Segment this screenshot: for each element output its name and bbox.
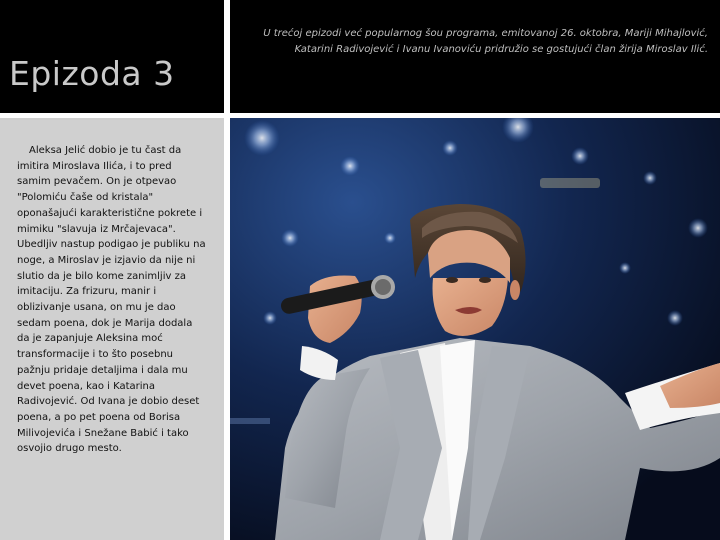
performer-photo bbox=[230, 118, 720, 540]
slide-title: Epizoda 3 bbox=[9, 54, 175, 93]
photo-caption: U trećoj epizodi već popularnog šou programa, emitovanoj 26. oktobra, Mariji Mihajlović, Katarini Radivojević i Ivanu Ivanoviću pridružio se gostujući član žirija Miroslav Ilić. bbox=[263, 28, 708, 55]
body-text: Aleksa Jelić dobio je tu čast da imitira Miroslava Ilića, i to pred samim pevačem. On je otpevao "Polomiću čaše od kristala" oponašajući karakteristične pokrete i mimiku "slavuja iz Mrčajevaca". Ubedljiv nastup podigao je publiku na noge, a Miroslav je izjavio da nije ni slutio da je bilo kome zanimljiv za imitaciju. Za frizuru, manir i oblizivanje usana, on mu je dao sedam poena, dok je Marija dodala da je zapanjuje Aleksina moć transformacije i to što posebnu pažnju pridaje detaljima i dala mu devet poena, kao i Katarina Radivojević. Od Ivana je dobio deset poena, a po pet poena od Borisa Milivojevića i Snežane Babić i tako osvojio drugo mesto. bbox=[17, 145, 206, 455]
body-panel bbox=[0, 118, 224, 540]
stage-photo-illustration bbox=[230, 118, 720, 540]
caption-panel bbox=[230, 0, 720, 113]
title-panel bbox=[0, 0, 224, 113]
